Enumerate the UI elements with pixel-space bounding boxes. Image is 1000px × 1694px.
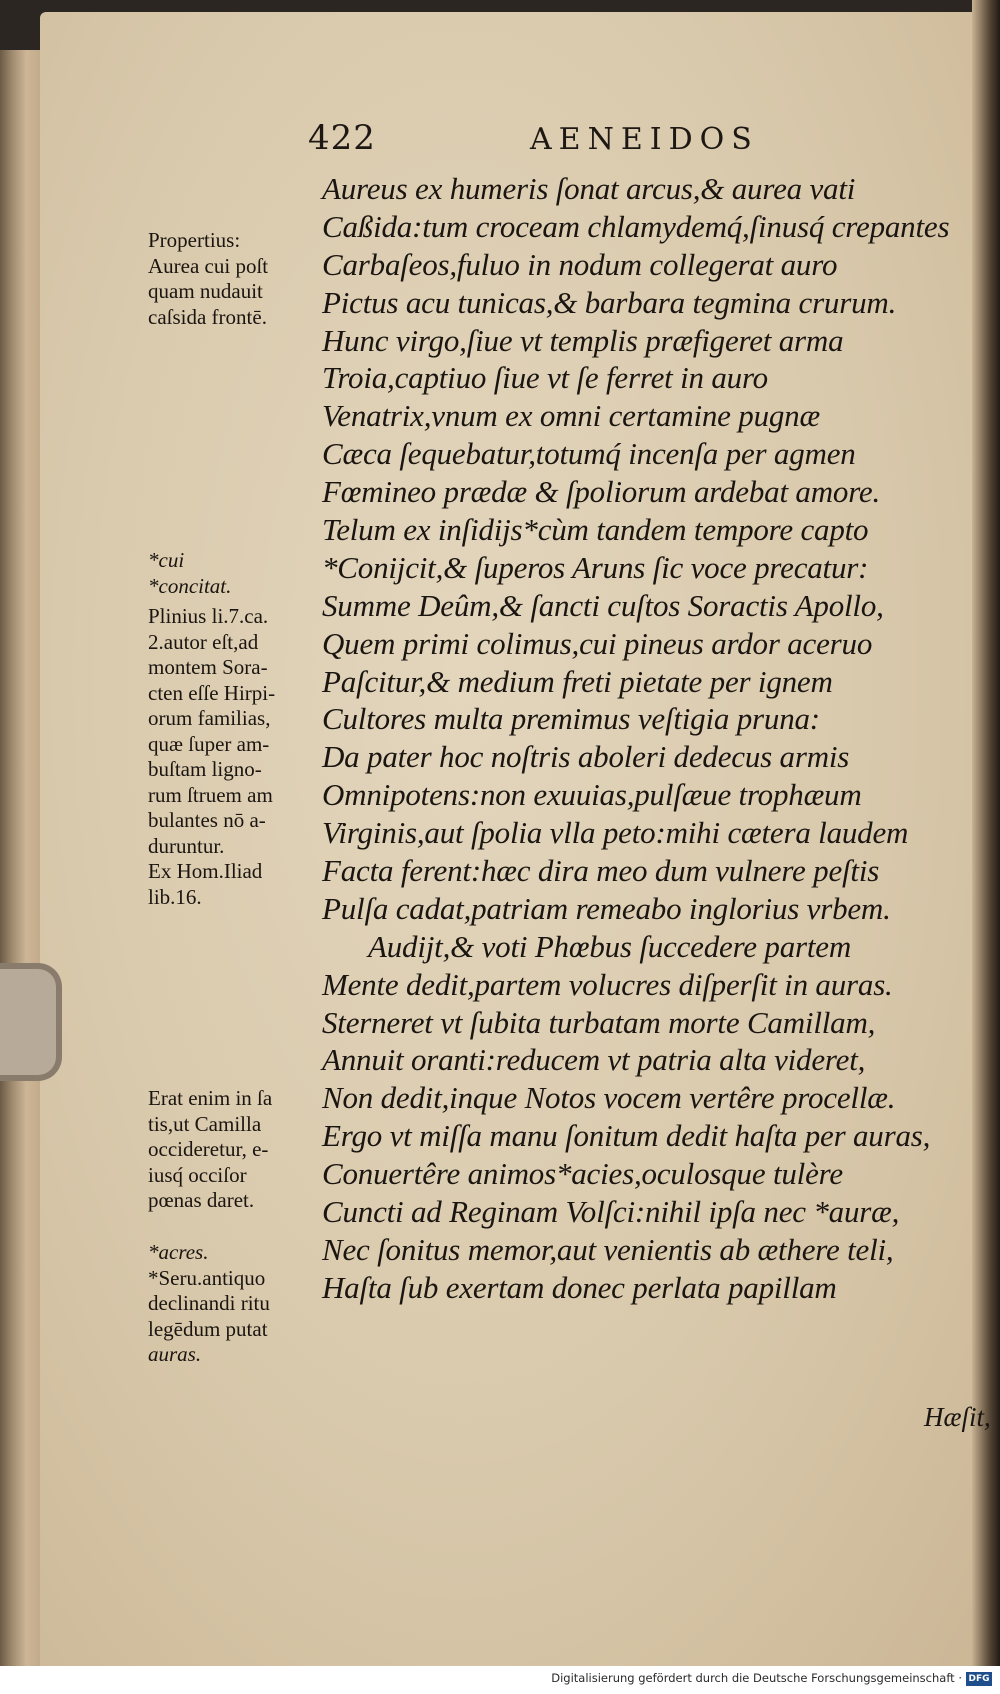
margin-note-line: Propertius:: [148, 228, 241, 252]
margin-note-line: quam nudauit: [148, 279, 263, 303]
verse-line: Cæca ſequebatur,totumq́ incenſa per agmen: [322, 436, 856, 472]
margin-note-line: bulantes nō a-: [148, 808, 266, 832]
margin-note-line: montem Sora-: [148, 655, 268, 679]
margin-note-line: *Seru.antiquo: [148, 1265, 266, 1290]
verse-line: Hunc virgo,ſiue vt templis præfigeret arma: [322, 322, 844, 358]
margin-note-line: lib.16.: [148, 884, 202, 909]
margin-note-line: caſsida frontē.: [148, 304, 267, 329]
verse-line: Carbaſeos,fuluo in nodum collegerat auro: [322, 246, 838, 282]
verse-line: Omnipotens:non exuuias,pulſæue trophæum: [322, 777, 862, 813]
verse-line: Aureus ex humeris ſonat arcus,& aurea vati: [322, 171, 856, 206]
margin-note-line: Erat enim in ſa: [148, 1086, 273, 1110]
verse-line: Mente dedit,partem volucres diſperſit in auras.: [322, 966, 893, 1002]
margin-note-line: quæ ſuper am-: [148, 731, 270, 756]
margin-note-line: pœnas daret.: [148, 1188, 255, 1212]
book-clasp: [0, 963, 62, 1081]
margin-note-line: duruntur.: [148, 833, 225, 858]
margin-note-line: declinandi ritu: [148, 1291, 270, 1315]
verse-line: Nec ſonitus memor,aut venientis ab æthere teli,: [322, 1231, 894, 1267]
margin-note-line: occideretur, e-: [148, 1137, 269, 1161]
verse-line: Caßida:tum croceam chlamydemq́,ſinusq́ crepantes: [322, 208, 950, 244]
verse-line: Facta ferent:hæc dira meo dum vulnere peſtis: [322, 853, 880, 889]
page-header: [308, 118, 828, 158]
margin-note-line: tis,ut Camilla: [148, 1111, 262, 1136]
verse-line: *Conijcit,& ſuperos Aruns ſic voce precatur:: [322, 549, 869, 585]
margin-note-line: orum familias,: [148, 706, 271, 730]
verse-line: Ergo vt miſſa manu ſonitum dedit haſta per auras,: [322, 1118, 931, 1154]
verse-line: Virginis,aut ſpolia vlla peto:mihi cætera laudem: [322, 815, 909, 851]
verse-line: Fœmineo prædæ & ſpoliorum ardebat amore.: [322, 474, 881, 510]
margin-note-propertius: [148, 228, 318, 330]
verse-line: Cuncti ad Reginam Volſci:nihil ipſa nec *auræ,: [322, 1194, 900, 1230]
margin-note-line: Ex Hom.Iliad: [148, 859, 263, 883]
verse-line: Annuit oranti:reducem vt patria alta videret,: [322, 1042, 866, 1078]
verse-line: Haſta ſub exertam donec perlata papillam: [322, 1269, 837, 1305]
verse-line: Cultores multa premimus veſtigia pruna:: [322, 701, 820, 737]
margin-note-line: *acres.: [148, 1240, 209, 1264]
margin-note-line: buſtam ligno-: [148, 757, 262, 781]
verse-line: Sterneret vt ſubita turbatam morte Camillam,: [322, 1004, 876, 1040]
margin-note-line: legēdum putat: [148, 1316, 268, 1341]
footer-credit: Digitalisierung gefördert durch die Deutsche Forschungsgemeinschaft ·: [551, 1671, 962, 1685]
verse-line: Conuertêre animos*acies,oculosque tulère: [322, 1156, 843, 1192]
verse-line: Venatrix,vnum ex omni certamine pugnæ: [322, 398, 820, 434]
verse-line: Telum ex inſidijs*cùm tandem tempore capto: [322, 512, 869, 548]
verse-line: Pulſa cadat,patriam remeabo inglorius vrbem.: [322, 890, 891, 926]
margin-note-line: iusq́ occiſor: [148, 1162, 247, 1187]
footer-bar: [0, 1666, 1000, 1694]
verse-line: Quem primi colimus,cui pineus ardor aceruo: [322, 625, 873, 661]
margin-note-cui: [148, 548, 318, 599]
page-number: 422: [308, 118, 376, 158]
verse-line: Da pater hoc noſtris aboleri dedecus armis: [322, 739, 850, 775]
book-fore-edge: [0, 50, 44, 1666]
catchword: Hæſit,: [924, 1402, 991, 1432]
verse-line: Troia,captiuo ſiue vt ſe ferret in auro: [322, 360, 768, 396]
margin-note-line: Aurea cui poſt: [148, 253, 269, 278]
verse-line: Pictus acu tunicas,& barbara tegmina crurum.: [322, 284, 897, 320]
verse-line: Summe Deûm,& ſancti cuſtos Soractis Apollo,: [322, 587, 884, 623]
margin-note-acres: [148, 1240, 318, 1368]
running-head: AENEIDOS: [530, 122, 759, 157]
margin-note-line: Plinius li.7.ca.: [148, 604, 269, 628]
margin-note-line: *cui: [148, 548, 185, 572]
margin-note-line: *concitat.: [148, 573, 232, 598]
margin-note-line: auras.: [148, 1342, 202, 1366]
margin-note-erat: [148, 1086, 318, 1214]
verse-block: [322, 170, 982, 1307]
margin-note-line: rum ſtruem am: [148, 782, 273, 807]
margin-note-line: cten eſſe Hirpi-: [148, 680, 276, 705]
verse-line: Paſcitur,& medium freti pietate per ignem: [322, 663, 833, 699]
verse-line: Audijt,& voti Phœbus ſuccedere partem: [368, 928, 852, 964]
verse-line: Non dedit,inque Notos vocem vertêre procellæ.: [322, 1080, 896, 1116]
margin-note-line: 2.autor eſt,ad: [148, 629, 259, 654]
dfg-logo-icon: DFG: [966, 1672, 992, 1686]
margin-note-plinius: [148, 604, 318, 910]
